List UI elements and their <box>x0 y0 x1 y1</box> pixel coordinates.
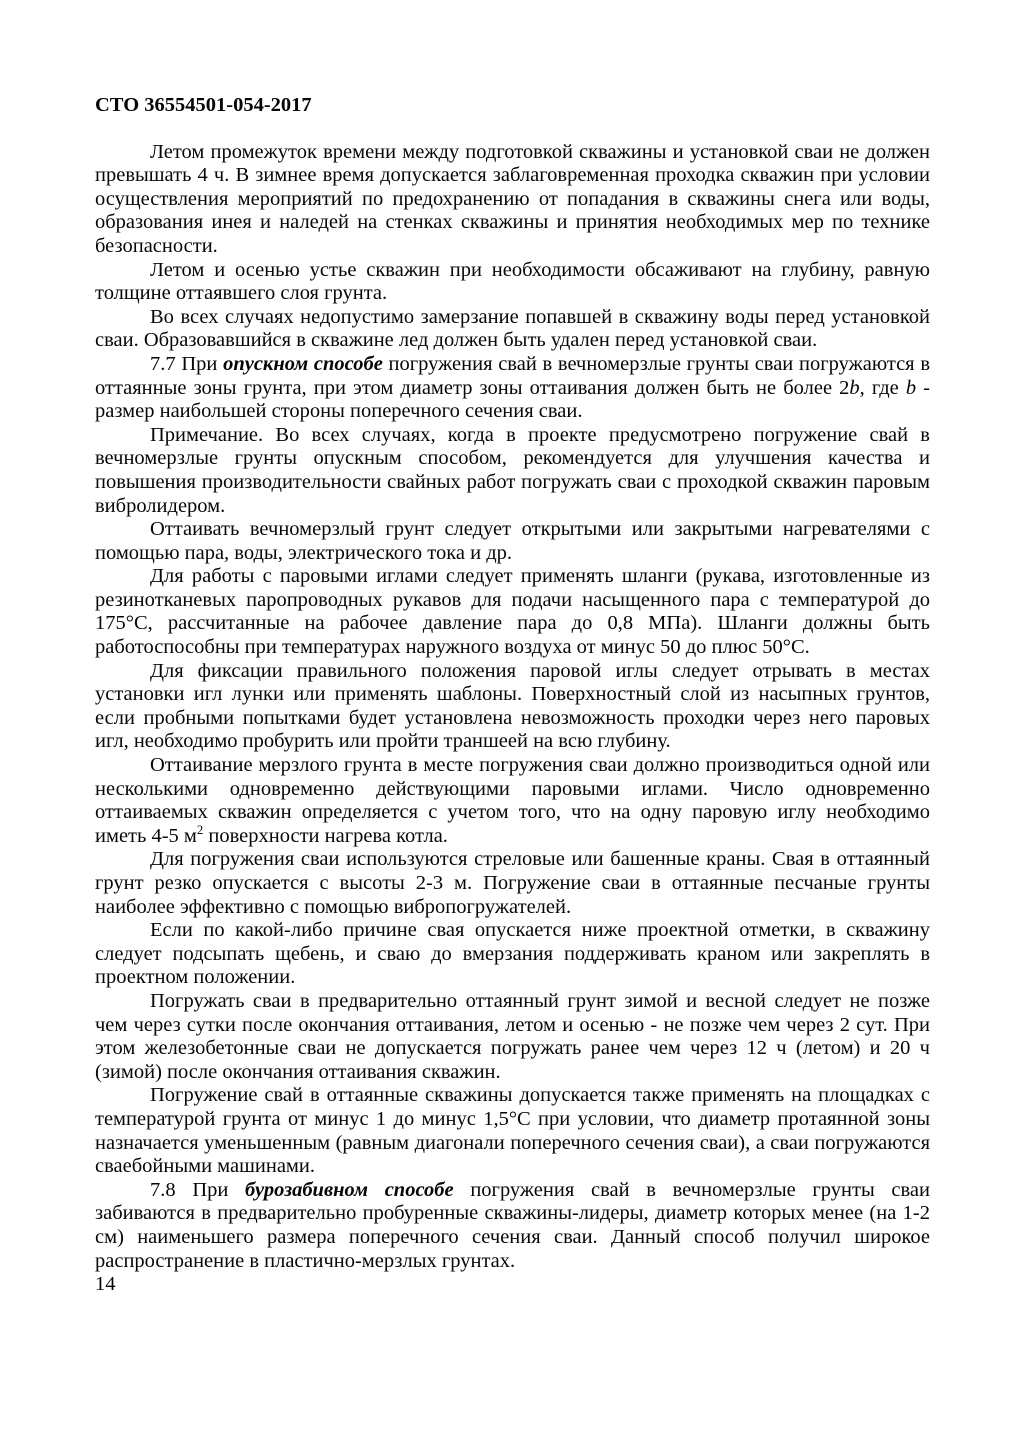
text-segment: b <box>905 376 917 399</box>
text-segment: Для фиксации правильного положения паровой иглы следует отрывать в местах установки игл лунки или применять шаблоны. Поверхностный слой из насыпных грунтов, если пробными попытками будет установлена невозможность проходки через него паровых игл, необходимо пробурить или пройти траншеей на всю глубину. <box>95 659 930 753</box>
document-number-header: СТО 36554501-054-2017 <box>95 94 312 116</box>
paragraph <box>95 259 930 306</box>
text-segment: - размер наибольшей стороны поперечного сечения сваи. <box>95 376 931 423</box>
text-segment: бурозабивном способе <box>245 1178 454 1201</box>
paragraph <box>95 306 930 353</box>
paragraph <box>95 353 930 424</box>
text-segment: Летом промежуток времени между подготовкой скважины и установкой сваи не должен превышать 4 ч. В зимнее время допускается заблаговременная проходка скважин при условии осуществления мероприятий по предохранению от попадания в скважины снега или воды, образования инея и наледей на стенках скважины и принятия необходимых мер по технике безопасности. <box>95 140 930 257</box>
text-segment: Во всех случаях недопустимо замерзание попавшей в скважину воды перед установкой сваи. Образовавшийся в скважине лед должен быть удален перед установкой сваи. <box>95 305 930 352</box>
page-number: 14 <box>95 1273 116 1296</box>
text-segment: , где <box>859 376 906 399</box>
paragraph <box>95 1179 930 1273</box>
text-segment: Погружать сваи в предварительно оттаянный грунт зимой и весной следует не позже чем через сутки после окончания оттаивания, летом и осенью - не позже чем через 2 сут. При этом железобетонные сваи не допускается погружать ранее чем через 12 ч (летом) и 20 ч (зимой) после окончания оттаивания скважин. <box>95 989 930 1083</box>
paragraph <box>95 518 930 565</box>
text-segment: Оттаивание мерзлого грунта в месте погружения сваи должно производиться одной или несколькими одновременно действующими паровыми иглами. Число одновременно оттаиваемых скважин определяется с учетом того, что на одну паровую иглу необходимо иметь 4-5 м <box>95 754 930 847</box>
text-segment: Погружение свай в оттаянные скважины допускается также применять на площадках с температурой грунта от минус 1 до минус 1,5°С при условии, что диаметр протаянной зоны назначается уменьшенным (равным диагонали поперечного сечения сваи), а сваи погружаются сваебойными машинами. <box>95 1084 930 1178</box>
paragraph <box>95 141 930 259</box>
text-segment: 2 <box>196 822 204 837</box>
paragraph <box>95 565 930 659</box>
paragraph <box>95 919 930 990</box>
text-segment: Если по какой-либо причине свая опускается ниже проектной отметки, в скважину следует подсыпать щебень, и сваю до вмерзания поддерживать краном или закреплять в проектном положении. <box>95 919 930 989</box>
document-body <box>95 141 930 1274</box>
paragraph <box>95 848 930 919</box>
text-segment: Примечание. Во всех случаях, когда в проекте предусмотрено погружение свай в вечномерзлые грунты опускным способом, рекомендуется для улучшения качества и повышения производительности свайных работ погружать сваи с проходкой скважин паровым вибролидером. <box>95 423 930 517</box>
text-segment: 7.8 При <box>150 1178 246 1201</box>
paragraph <box>95 1084 930 1178</box>
text-segment: Оттаивать вечномерзлый грунт следует открытыми или закрытыми нагревателями с помощью пара, воды, электрического тока и др. <box>95 518 930 564</box>
text-segment: Летом и осенью устье скважин при необходимости обсаживают на глубину, равную толщине оттаявшего слоя грунта. <box>95 258 930 305</box>
text-segment: погружения свай в вечномерзлые грунты сваи забиваются в предварительно пробуренные скважины-лидеры, диаметр которых менее (на 1-2 см) наименьшего размера поперечного сечения сваи. Данный способ получил широкое распространение в пластично-мерзлых грунтах. <box>95 1178 930 1272</box>
paragraph <box>95 754 930 848</box>
paragraph <box>95 424 930 518</box>
text-segment: погружения свай в вечномерзлые грунты сваи погружаются в оттаянные зоны грунта, при этом диаметр зоны оттаивания должен быть не более 2 <box>95 352 931 399</box>
text-segment: опускном способе <box>223 352 383 375</box>
paragraph <box>95 660 930 754</box>
text-segment: Для работы с паровыми иглами следует применять шланги (рукава, изготовленные из резинотканевых паропроводных рукавов для подачи насыщенного пара с температурой до 175°С, рассчитанные на рабочее давление пара до 0,8 МПа). Шланги должны быть работоспособны при температурах наружного воздуха от минус 50 до плюс 50°С. <box>95 565 930 659</box>
text-segment: Для погружения сваи используются стреловые или башенные краны. Свая в оттаянный грунт резко опускается с высоты 2-3 м. Погружение сваи в оттаянные песчаные грунты наиболее эффективно с помощью вибропогружателей. <box>95 848 930 918</box>
text-segment: 7.7 При <box>150 352 224 375</box>
text-segment: b <box>849 376 860 399</box>
paragraph <box>95 990 930 1084</box>
text-segment: поверхности нагрева котла. <box>203 824 448 847</box>
